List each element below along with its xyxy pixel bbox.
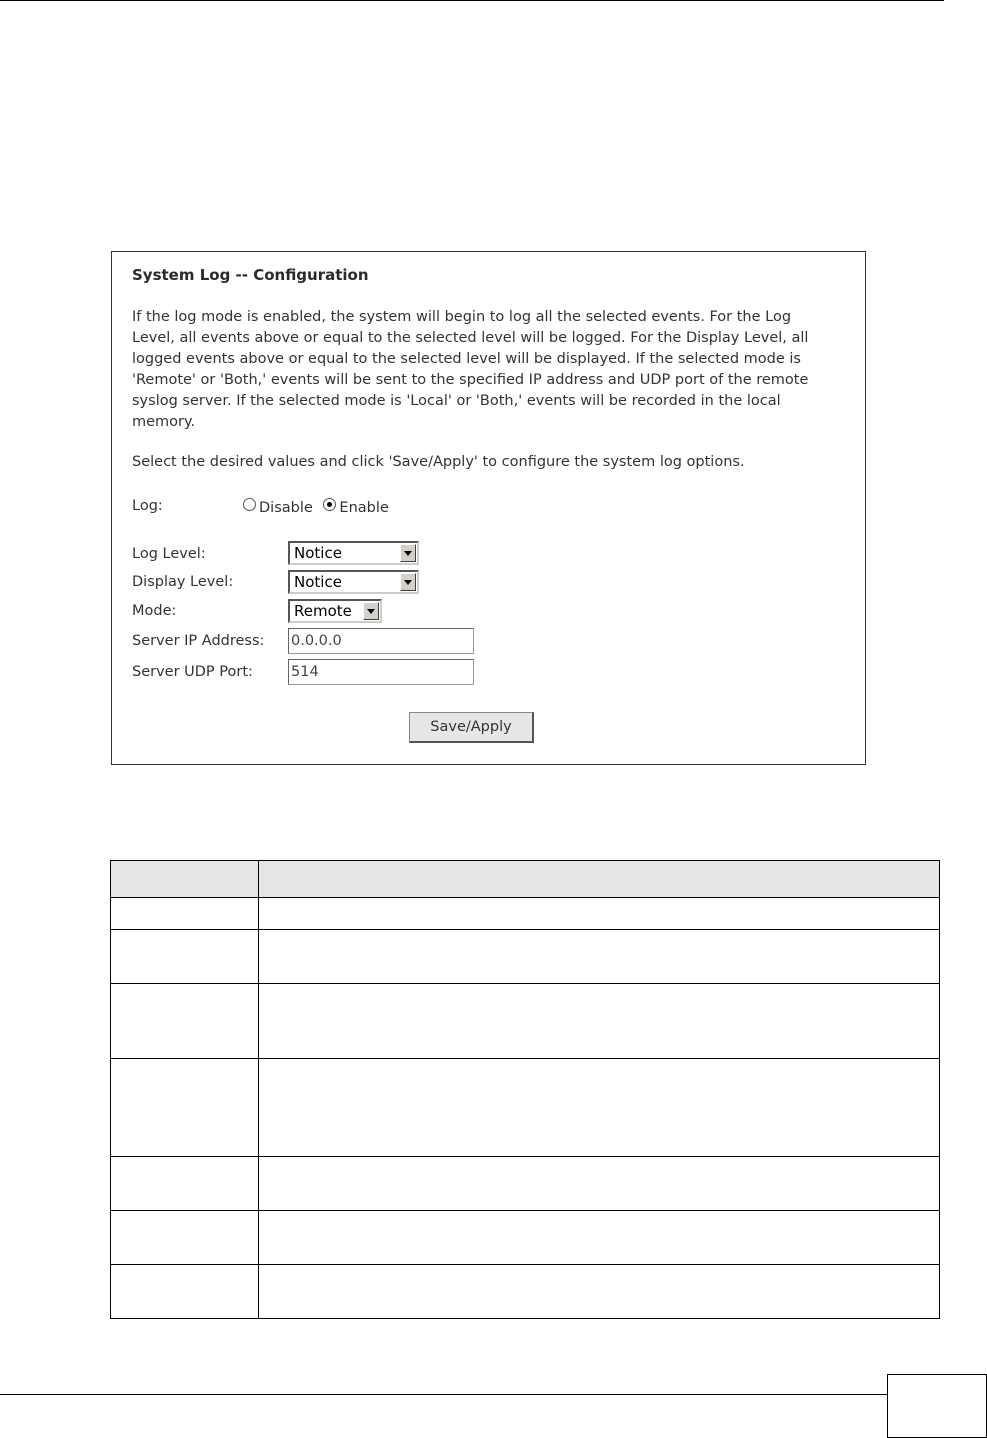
table-cell — [111, 984, 259, 1059]
mode-label: Mode: — [132, 603, 177, 619]
table-cell — [111, 930, 259, 984]
chevron-down-icon[interactable] — [400, 573, 416, 591]
table-cell — [111, 1211, 259, 1265]
table-cell — [111, 898, 259, 930]
log-label: Log: — [132, 498, 163, 514]
panel-description: If the log mode is enabled, the system will begin to log all the selected events. For the Log Level, all events above or equal to the selected level will be logged. For the Display Level, all logged events above or equal to the selected level will be displayed. If the selected mode is 'Remote' or 'Both,' events will be sent to the specified IP address and UDP port of the remote syslog server. If the selected mode is 'Local' or 'Both,' events will be recorded in the local memory. — [132, 309, 809, 430]
log-enable-radio[interactable] — [323, 498, 336, 511]
table-row — [111, 1211, 940, 1265]
server-udp-input[interactable]: 514 — [288, 659, 474, 685]
table-cell — [259, 1157, 940, 1211]
table-row — [111, 1059, 940, 1157]
field-description-table — [110, 860, 940, 1319]
table-cell — [111, 1059, 259, 1157]
log-level-value: Notice — [294, 544, 342, 562]
page-number-box — [887, 1374, 987, 1438]
table-cell — [259, 898, 940, 930]
log-disable-radio[interactable] — [243, 498, 256, 511]
log-radio-group — [243, 498, 395, 516]
panel-title: System Log -- Configuration — [132, 266, 369, 284]
server-ip-label: Server IP Address: — [132, 633, 265, 649]
table-row — [111, 1157, 940, 1211]
table-header-row — [111, 861, 940, 898]
log-enable-label[interactable]: Enable — [339, 500, 389, 516]
panel-hint: Select the desired values and click 'Save/Apply' to configure the system log options. — [132, 454, 745, 470]
table-cell — [111, 1157, 259, 1211]
table-cell — [259, 1211, 940, 1265]
table-cell — [111, 1265, 259, 1319]
table-cell — [259, 984, 940, 1059]
display-level-select[interactable] — [288, 570, 419, 594]
display-level-label: Display Level: — [132, 574, 234, 590]
system-log-panel — [111, 251, 866, 765]
top-rule — [0, 0, 944, 1]
table-row — [111, 984, 940, 1059]
chevron-down-icon[interactable] — [363, 602, 379, 620]
log-level-label: Log Level: — [132, 546, 206, 562]
display-level-value: Notice — [294, 573, 342, 591]
log-level-select[interactable] — [288, 541, 419, 565]
table-cell — [259, 1265, 940, 1319]
table-row — [111, 1265, 940, 1319]
server-udp-label: Server UDP Port: — [132, 664, 253, 680]
table-header-cell — [111, 861, 259, 898]
mode-select[interactable] — [288, 599, 382, 623]
bottom-rule — [0, 1394, 887, 1395]
mode-value: Remote — [294, 602, 352, 620]
table-header-cell — [259, 861, 940, 898]
chevron-down-icon[interactable] — [400, 544, 416, 562]
table-row — [111, 898, 940, 930]
table-cell — [259, 1059, 940, 1157]
table-cell — [259, 930, 940, 984]
table-row — [111, 930, 940, 984]
log-disable-label[interactable]: Disable — [259, 500, 313, 516]
save-apply-button[interactable]: Save/Apply — [409, 712, 534, 743]
server-ip-input[interactable]: 0.0.0.0 — [288, 628, 474, 654]
